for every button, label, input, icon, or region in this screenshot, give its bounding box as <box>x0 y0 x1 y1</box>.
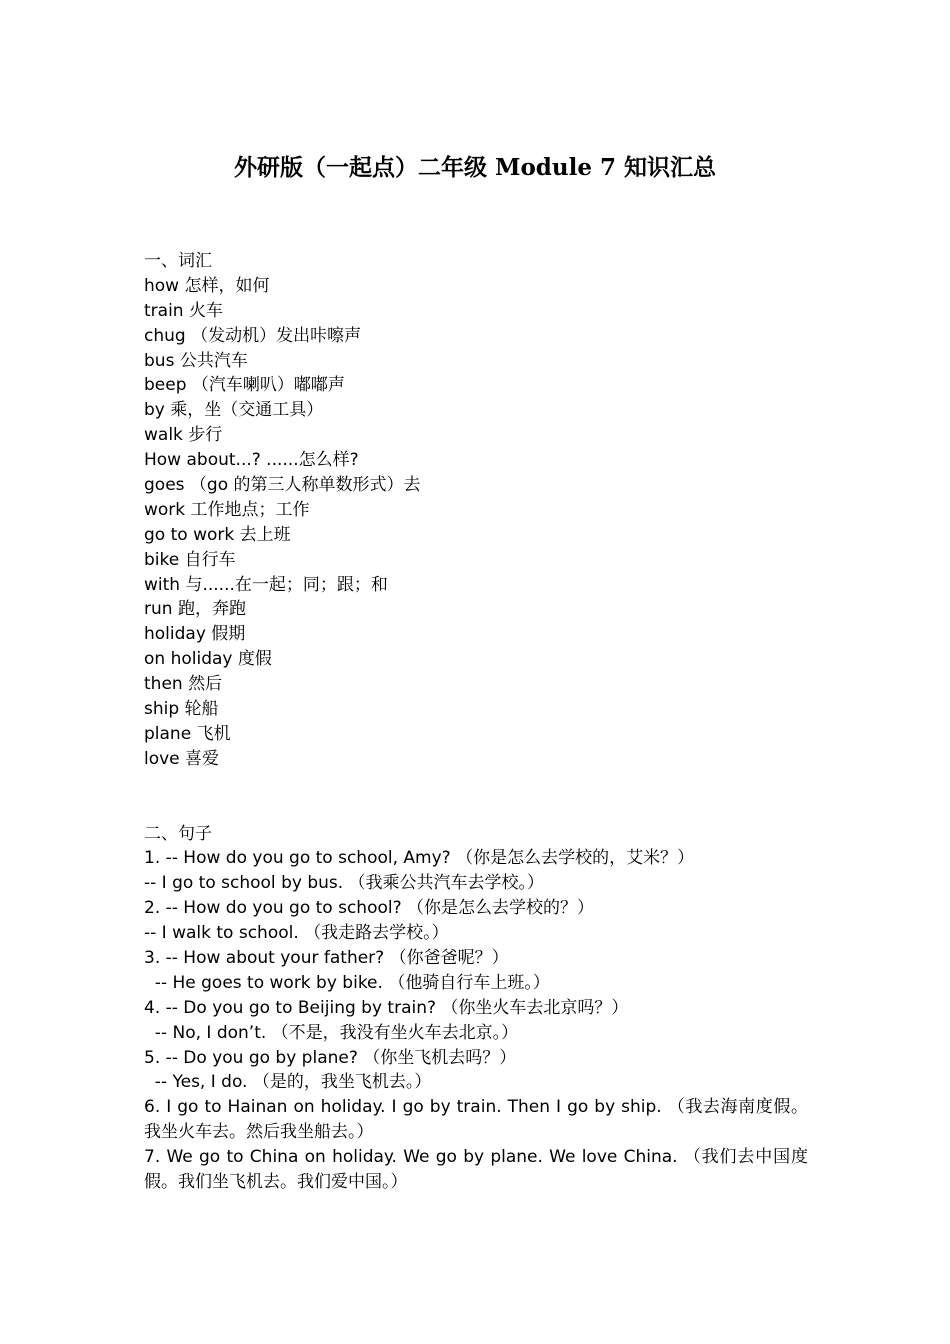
vocab-item: love 喜爱 <box>144 748 220 769</box>
vocab-item: run 跑，奔跑 <box>144 599 246 620</box>
vocab-item: goes （go 的第三人称单数形式）去 <box>144 475 421 496</box>
sentence-line: 6. I go to Hainan on holiday. I go by train. Then I go by ship. （我去海南度假。我坐火车去。然后我坐船去。） <box>144 1097 808 1143</box>
sentence-line: 5. -- Do you go by plane? （你坐飞机去吗？） <box>144 1047 517 1068</box>
vocab-item: work 工作地点；工作 <box>144 499 310 520</box>
vocab-item: plane 飞机 <box>144 723 231 744</box>
vocab-item: train 火车 <box>144 300 223 321</box>
vocab-item: How about...? ......怎么样? <box>144 450 359 471</box>
sentence-line: -- Yes, I do. （是的，我坐飞机去。） <box>144 1072 432 1093</box>
vocab-item: on holiday 度假 <box>144 649 272 670</box>
sentences-heading: 二、句子 <box>144 823 212 844</box>
vocab-item: bike 自行车 <box>144 549 236 570</box>
vocab-list <box>144 274 808 772</box>
vocab-item: by 乘，坐（交通工具） <box>144 400 324 421</box>
vocab-item: chug （发动机）发出咔嚓声 <box>144 325 362 346</box>
sentence-line: 3. -- How about your father? （你爸爸呢？） <box>144 947 509 968</box>
vocab-item: with 与......在一起；同；跟；和 <box>144 574 388 595</box>
vocab-item: beep （汽车喇叭）嘟嘟声 <box>144 375 345 396</box>
sentence-line: 7. We go to China on holiday. We go by plane. We love China. （我们去中国度假。我们坐飞机去。我们爱中国。） <box>144 1147 808 1193</box>
vocab-item: bus 公共汽车 <box>144 350 248 371</box>
section-spacer <box>144 772 808 822</box>
vocab-item: ship 轮船 <box>144 699 219 720</box>
vocab-heading: 一、词汇 <box>144 251 212 271</box>
document-body <box>144 249 808 1195</box>
vocab-item: then 然后 <box>144 674 223 695</box>
vocab-item: how 怎样，如何 <box>144 275 270 296</box>
sentence-line: 4. -- Do you go to Beijing by train? （你坐火车去北京吗？） <box>144 997 629 1018</box>
sentence-line: -- He goes to work by bike. （他骑自行车上班。） <box>144 972 550 993</box>
document-title: 外研版（一起点）二年级 Module 7 知识汇总 <box>233 154 716 181</box>
vocab-item: go to work 去上班 <box>144 524 291 545</box>
sentence-list <box>144 846 808 1195</box>
sentence-line: -- I go to school by bus. （我乘公共汽车去学校。） <box>144 873 545 894</box>
sentence-line: 2. -- How do you go to school? （你是怎么去学校的？） <box>144 898 595 919</box>
sentence-line: -- I walk to school. （我走路去学校。） <box>144 923 449 944</box>
sentence-line: 1. -- How do you go to school, Amy? （你是怎么去学校的，艾米？） <box>144 848 695 869</box>
vocab-item: walk 步行 <box>144 425 223 446</box>
vocab-item: holiday 假期 <box>144 624 246 645</box>
sentence-line: -- No, I don’t. （不是，我没有坐火车去北京。） <box>144 1022 519 1043</box>
